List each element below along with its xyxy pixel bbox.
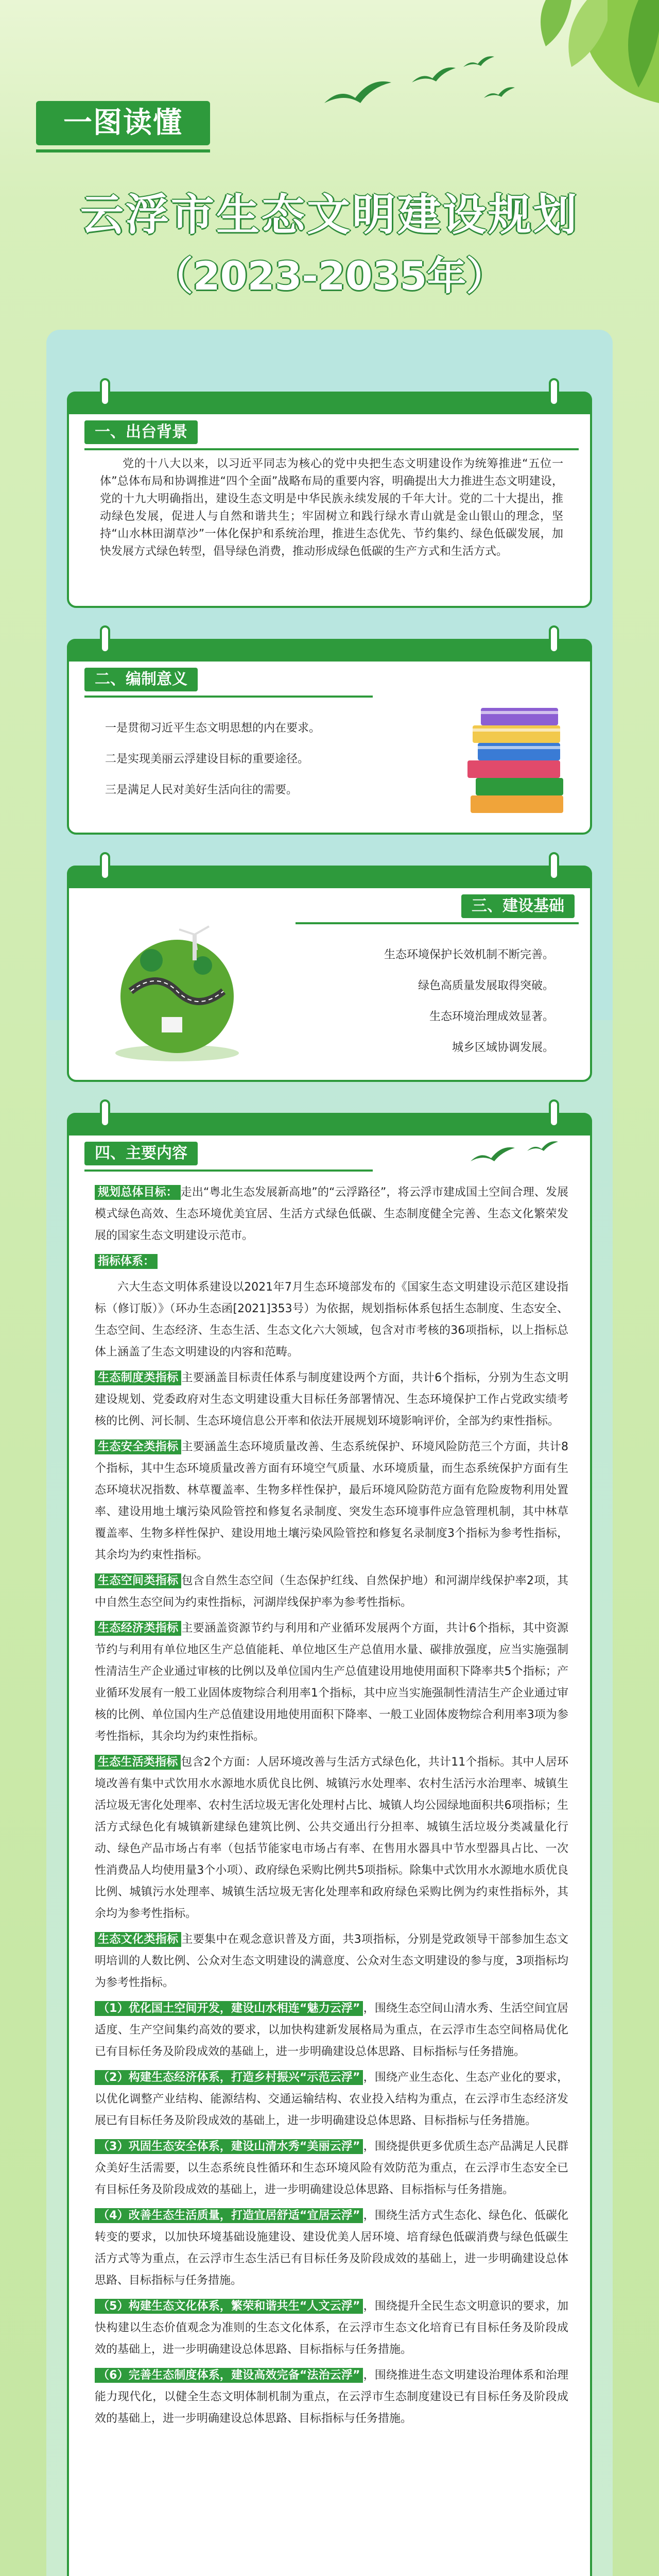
list-item: 三是满足人民对美好生活向往的需要。 <box>105 784 298 796</box>
section-title-line <box>84 448 579 450</box>
section-title: 一、出台背景 <box>84 420 198 444</box>
content-block <box>95 1277 568 1363</box>
block-text: 主要涵盖资源节约与利用和产业循环发展两个方面，共计6个指标，其中资源节约与利用有单位地区生产总值能耗、单位地区生产总值用水量、碳排放强度，应当实施强制性清洁生产企业通过审核的比例以及单位国内生产总值建设用地使用面积下降率共5个指标；产业循环发展有一般工业固体废物综合利用率1个指标，其中应当实施强制性清洁生产企业通过审核的比例、单位国内生产总值建设用地使用面积下降率、一般工业固体废物综合利用率3项为参考性指标，其余均为约束性指标。 <box>95 1622 568 1743</box>
foundation-list <box>338 940 554 1063</box>
significance-list <box>105 713 424 806</box>
section-foundation-card <box>67 866 592 1082</box>
block-text: 包含2个方面：人居环境改善与生活方式绿色化，共计11个指标。其中人居环境改善有集中式饮用水水源地水质优良比例、城镇污水处理率、农村生活污水治理率、城镇生活垃圾无害化处理率、农村生活垃圾无害化处理村占比、城镇人均公园绿地面积共6项指标；生活方式绿色化有城镇新建绿色建筑比例、公共交通出行分担率、城镇生活垃圾分类减量化行动、绿色产品市场占有率（包括节能家电市场占有率、在售用水器具中节水型器具占比、一次性消费品人均使用量3个小项）、政府绿色采购比例共5项指标。除集中式饮用水水源地水质优良比例、城镇污水处理率、城镇生活垃圾无害化处理率和政府绿色采购比例为约束性指标外，其余均为参考性指标。 <box>95 1756 568 1920</box>
books-illustration <box>460 698 574 821</box>
block-text: 主要涵盖生态环境质量改善、生态系统保护、环境风险防范三个方面，共计8个指标，其中生态环境质量改善方面有环境空气质量、水环境质量，而生态系统保护方面有生态环境状况指数、林草覆盖率、生物多样性保护，最后环境风险防范方面有危险废物利用处置率、建设用地土壤污染风险管控和修复名录制度、突发生态环境事件应急管理机制，其中林草覆盖率、生物多样性保护、建设用地土壤污染风险管控和修复名录制度3个指标为参考性指标，其余均为约束性指标。 <box>95 1440 568 1562</box>
block-label: 生态经济类指标 <box>95 1621 181 1636</box>
block-text: 包含自然生态空间（生态保护红线、自然保护地）和河湖岸线保护率2项，其中自然生态空间为约束性指标，河湖岸线保护率为参考性指标。 <box>95 1574 568 1609</box>
content-block <box>95 1436 568 1566</box>
block-label: 生态文化类指标 <box>95 1932 181 1947</box>
page-subtitle: （2023-2035年） <box>153 253 506 299</box>
globe-illustration <box>100 914 254 1069</box>
content-block <box>95 1752 568 1925</box>
card-header-bar <box>67 392 592 414</box>
task-label: （3）巩固生态安全体系，建设山清水秀“美丽云浮” <box>95 2139 363 2154</box>
task-label: （1）优化国土空间开发，建设山水相连“魅力云浮” <box>95 2001 363 2016</box>
task-block <box>95 1998 568 2063</box>
block-label: 生态安全类指标 <box>95 1439 181 1454</box>
block-label: 指标体系： <box>95 1254 158 1269</box>
section-main-content-card <box>67 1113 592 2576</box>
list-item: 生态环境治理成效显著。 <box>429 1010 554 1023</box>
section-title: 二、编制意义 <box>84 668 198 691</box>
binder-ring <box>100 625 110 653</box>
task-label: （2）构建生态经济体系，打造乡村振兴“示范云浮” <box>95 2070 363 2085</box>
binder-ring <box>549 378 559 406</box>
task-text: ，围绕推进生态文明建设治理体系和治理能力现代化，以健全生态文明体制机制为重点，在云浮市生态制度建设已有目标任务及阶段成效的基础上，进一步明确建设总体思路、目标指标与任务措施。 <box>95 2369 568 2425</box>
task-text: ，围绕生活方式生态化、绿色化、低碳化转变的要求，以加快环境基础设施建设、建设优美人居环境、培育绿色低碳消费与绿色低碳生活方式等为重点，在云浮市生态生活已有目标任务及阶段成效的基础上，进一步明确建设总体思路、目标指标与任务措施。 <box>95 2209 568 2287</box>
content-block <box>95 1570 568 1614</box>
task-block <box>95 2205 568 2292</box>
section-background-card <box>67 392 592 608</box>
section-significance-card <box>67 639 592 835</box>
block-label: 生态制度类指标 <box>95 1370 181 1385</box>
main-content <box>95 1182 568 2434</box>
section-title-line <box>296 922 579 924</box>
block-label: 生态生活类指标 <box>95 1755 181 1770</box>
birds-decoration <box>460 1130 584 1177</box>
binder-ring <box>549 625 559 653</box>
block-text: 走出“粤北生态发展新高地”的“云浮路径”，将云浮市建成国土空间合理、发展模式绿色高效、生态环境优美宜居、生活方式绿色低碳、生态制度健全完善、生态文化繁荣发展的国家生态文明建设示范市。 <box>95 1186 568 1242</box>
task-block <box>95 2365 568 2430</box>
task-block <box>95 2296 568 2361</box>
section-title-line <box>84 1170 373 1172</box>
list-item: 城乡区域协调发展。 <box>452 1041 554 1054</box>
content-block <box>95 1251 568 1273</box>
section-title: 四、主要内容 <box>84 1142 198 1165</box>
binder-ring <box>100 1099 110 1127</box>
section-title-line <box>84 696 373 698</box>
binder-ring <box>100 852 110 880</box>
task-block <box>95 2067 568 2132</box>
task-label: （5）构建生态文化体系，繁荣和谐共生“人文云浮” <box>95 2299 363 2314</box>
block-label: 规划总体目标： <box>95 1185 181 1200</box>
header-badge: 一图读懂 <box>36 101 210 145</box>
task-label: （4）改善生态生活质量，打造宜居舒适“宜居云浮” <box>95 2208 363 2223</box>
task-block <box>95 2136 568 2201</box>
block-label: 生态空间类指标 <box>95 1573 181 1588</box>
card-header-bar <box>67 639 592 662</box>
task-label: （6）完善生态制度体系，建设高效完备“法治云浮” <box>95 2368 363 2383</box>
binder-ring <box>549 1099 559 1127</box>
badge-underline <box>36 149 210 152</box>
block-text: 主要集中在观念意识普及方面，共3项指标，分别是党政领导干部参加生态文明培训的人数比例、公众对生态文明建设的满意度、公众对生态文明建设的参与度，3项指标均为参考性指标。 <box>95 1933 568 1989</box>
page-title: 云浮市生态文明建设规划 <box>80 190 579 240</box>
task-text: ，围绕生态空间山清水秀、生活空间宜居适度、生产空间集约高效的要求，以加快构建新发展格局为重点，在云浮市生态空间格局优化已有目标任务及阶段成效的基础上，进一步明确建设总体思路、目标指标与任务措施。 <box>95 2002 568 2058</box>
list-item: 二是实现美丽云浮建设目标的重要途径。 <box>105 753 309 766</box>
block-text: 主要涵盖目标责任体系与制度建设两个方面，共计6个指标，分别为生态文明建设规划、党委政府对生态文明建设重大目标任务部署情况、生态环境保护工作占党政实绩考核的比例、河长制、生态环境信息公开率和依法开展规划环境影响评价，全部为约束性指标。 <box>95 1371 568 1428</box>
card-header-bar <box>67 866 592 888</box>
birds-decoration <box>268 36 535 139</box>
binder-ring <box>100 378 110 406</box>
list-item: 一是贯彻习近平生态文明思想的内在要求。 <box>105 722 321 735</box>
task-text: ，围绕提升全民生态文明意识的要求，加快构建以生态价值观念为准则的生态文化体系，在云浮市生态文化培育已有目标任务及阶段成效的基础上，进一步明确建设总体思路、目标指标与任务措施。 <box>95 2300 568 2356</box>
list-item: 生态环境保护长效机制不断完善。 <box>384 948 554 961</box>
background-text: 党的十八大以来，以习近平同志为核心的党中央把生态文明建设作为统筹推进“五位一体”总体布局和协调推进“四个全面”战略布局的重要内容，明确提出大力推进生态文明建设，党的十九大明确指出，建设生态文明是中华民族永续发展的千年大计。党的二十大提出，推动绿色发展，促进人与自然和谐共生；牢固树立和践行绿水青山就是金山银山的理念，坚持“山水林田湖草沙”一体化保护和系统治理，推进生态优先、节约集约、绿色低碳发展，加快发展方式绿色转型，倡导绿色消费，推动形成绿色低碳的生产方式和生活方式。 <box>100 457 563 558</box>
block-text: 六大生态文明体系建设以2021年7月生态环境部发布的《国家生态文明建设示范区建设指标（修订版）》（环办生态函[2021]353号）为依据，规划指标体系包括生态制度、生态安全、生态空间、生态经济、生态生活、生态文化六大领域，包含对市考核的36项指标，以上指标总体上涵盖了生态文明建设的内容和范畴。 <box>95 1281 568 1359</box>
task-text: ，围绕产业生态化、生态产业化的要求，以优化调整产业结构、能源结构、交通运输结构、农业投入结构为重点，在云浮市生态经济发展已有目标任务及阶段成效的基础上，进一步明确建设总体思路、目标指标与任务措施。 <box>95 2071 568 2127</box>
content-block <box>95 1367 568 1432</box>
task-text: ，围绕提供更多优质生态产品满足人民群众美好生活需要，以生态系统良性循环和生态环境风险有效防范为重点，在云浮市生态安全已有目标任务及阶段成效的基础上，进一步明确建设总体思路、目标指标与任务措施。 <box>95 2140 568 2196</box>
content-block <box>95 1618 568 1748</box>
section-title: 三、建设基础 <box>461 894 575 918</box>
content-block <box>95 1182 568 1247</box>
binder-ring <box>549 852 559 880</box>
list-item: 绿色高质量发展取得突破。 <box>418 979 554 992</box>
content-block <box>95 1929 568 1994</box>
